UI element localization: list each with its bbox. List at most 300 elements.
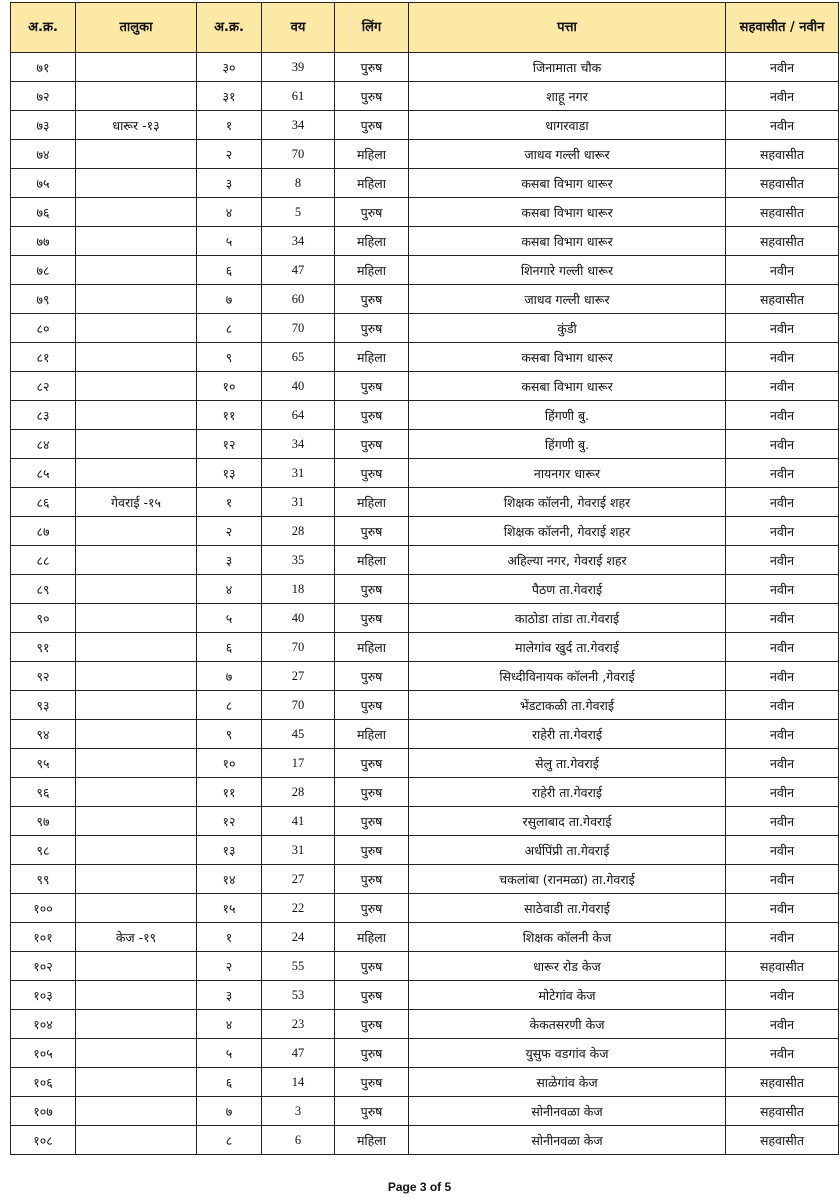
table-row — [11, 778, 839, 807]
cell-gender: पुरुष — [335, 430, 409, 459]
cell-taluka — [76, 140, 197, 169]
table-row — [11, 1097, 839, 1126]
cell-gender: पुरुष — [335, 459, 409, 488]
cell-status: सहवासीत — [726, 1097, 839, 1126]
cell-status: नवीन — [726, 343, 839, 372]
cell-sr-no: ८६ — [11, 488, 76, 517]
cell-taluka — [76, 575, 197, 604]
cell-age: 17 — [262, 749, 335, 778]
cell-taluka — [76, 546, 197, 575]
cell-sub-no: १० — [197, 749, 262, 778]
table-row — [11, 430, 839, 459]
table-row — [11, 1039, 839, 1068]
cell-status: नवीन — [726, 314, 839, 343]
cell-sr-no: १०१ — [11, 923, 76, 952]
cell-gender: पुरुष — [335, 1097, 409, 1126]
cell-address: राहेरी ता.गेवराई — [409, 778, 726, 807]
cell-taluka — [76, 749, 197, 778]
cell-taluka: धारूर -१३ — [76, 111, 197, 140]
cell-sub-no: ८ — [197, 1126, 262, 1155]
cell-taluka — [76, 343, 197, 372]
cell-sr-no: ९५ — [11, 749, 76, 778]
cell-taluka: केज -१९ — [76, 923, 197, 952]
cell-taluka — [76, 1068, 197, 1097]
cell-age: 23 — [262, 1010, 335, 1039]
cell-address: हिंगणी बु. — [409, 401, 726, 430]
cell-sub-no: १ — [197, 488, 262, 517]
table-row — [11, 1068, 839, 1097]
cell-gender: महिला — [335, 169, 409, 198]
cell-address: मोटेगांव केज — [409, 981, 726, 1010]
table-row — [11, 894, 839, 923]
table-row — [11, 517, 839, 546]
cell-address: मालेगांव खुर्द ता.गेवराई — [409, 633, 726, 662]
cell-age: 40 — [262, 604, 335, 633]
cell-status: नवीन — [726, 604, 839, 633]
cell-address: जिनामाता चौक — [409, 53, 726, 82]
cell-sr-no: ९९ — [11, 865, 76, 894]
cell-address: युसुफ वडगांव केज — [409, 1039, 726, 1068]
cell-gender: महिला — [335, 488, 409, 517]
cell-age: 64 — [262, 401, 335, 430]
cell-age: 14 — [262, 1068, 335, 1097]
table-row — [11, 1010, 839, 1039]
col-header-sub-no: अ.क्र. — [197, 3, 262, 53]
table-row — [11, 169, 839, 198]
col-header-taluka: तालुका — [76, 3, 197, 53]
cell-status: नवीन — [726, 546, 839, 575]
cell-gender: पुरुष — [335, 894, 409, 923]
cell-age: 55 — [262, 952, 335, 981]
cell-address: कसबा विभाग धारूर — [409, 227, 726, 256]
cell-status: नवीन — [726, 256, 839, 285]
cell-address: जाधव गल्ली धारूर — [409, 285, 726, 314]
cell-age: 41 — [262, 807, 335, 836]
cell-sr-no: ८२ — [11, 372, 76, 401]
table-row — [11, 720, 839, 749]
cell-status: नवीन — [726, 807, 839, 836]
cell-age: 31 — [262, 488, 335, 517]
cell-status: नवीन — [726, 430, 839, 459]
table-row — [11, 865, 839, 894]
cell-status: नवीन — [726, 691, 839, 720]
cell-gender: पुरुष — [335, 778, 409, 807]
cell-status: नवीन — [726, 923, 839, 952]
cell-taluka — [76, 981, 197, 1010]
table-row — [11, 401, 839, 430]
cell-taluka — [76, 430, 197, 459]
cell-sub-no: ८ — [197, 314, 262, 343]
col-header-status: सहवासीत / नवीन — [726, 3, 839, 53]
cell-sub-no: ६ — [197, 633, 262, 662]
cell-sr-no: १०० — [11, 894, 76, 923]
cell-gender: पुरुष — [335, 111, 409, 140]
cell-gender: पुरुष — [335, 749, 409, 778]
cell-taluka — [76, 691, 197, 720]
cell-sub-no: ४ — [197, 575, 262, 604]
cell-taluka — [76, 198, 197, 227]
cell-status: नवीन — [726, 894, 839, 923]
cell-status: नवीन — [726, 459, 839, 488]
cell-age: 34 — [262, 227, 335, 256]
cell-sub-no: २ — [197, 140, 262, 169]
cell-sub-no: २ — [197, 952, 262, 981]
cell-sub-no: १५ — [197, 894, 262, 923]
cell-address: धागरवाडा — [409, 111, 726, 140]
cell-age: 31 — [262, 836, 335, 865]
cell-status: सहवासीत — [726, 140, 839, 169]
cell-taluka — [76, 807, 197, 836]
cell-sr-no: १०३ — [11, 981, 76, 1010]
cell-taluka — [76, 1126, 197, 1155]
cell-address: साठेवाडी ता.गेवराई — [409, 894, 726, 923]
cell-taluka — [76, 633, 197, 662]
table-row — [11, 604, 839, 633]
cell-sr-no: ९७ — [11, 807, 76, 836]
cell-sub-no: ६ — [197, 1068, 262, 1097]
cell-sub-no: ३ — [197, 169, 262, 198]
cell-sr-no: ८५ — [11, 459, 76, 488]
cell-sub-no: ९ — [197, 720, 262, 749]
cell-sub-no: ३० — [197, 53, 262, 82]
cell-age: 53 — [262, 981, 335, 1010]
cell-age: 5 — [262, 198, 335, 227]
cell-address: सिध्दीविनायक कॉलनी ,गेवराई — [409, 662, 726, 691]
cell-gender: महिला — [335, 343, 409, 372]
cell-sr-no: ८८ — [11, 546, 76, 575]
cell-age: 28 — [262, 517, 335, 546]
cell-address: अहिल्या नगर, गेवराई शहर — [409, 546, 726, 575]
cell-status: नवीन — [726, 662, 839, 691]
table-row — [11, 140, 839, 169]
table-row — [11, 923, 839, 952]
table-row — [11, 285, 839, 314]
cell-gender: पुरुष — [335, 981, 409, 1010]
cell-gender: महिला — [335, 720, 409, 749]
cell-status: सहवासीत — [726, 285, 839, 314]
cell-age: 61 — [262, 82, 335, 111]
cell-sub-no: ६ — [197, 256, 262, 285]
cell-age: 18 — [262, 575, 335, 604]
cell-sub-no: ४ — [197, 1010, 262, 1039]
cell-taluka — [76, 53, 197, 82]
cell-sr-no: ९० — [11, 604, 76, 633]
cell-age: 8 — [262, 169, 335, 198]
cell-gender: महिला — [335, 256, 409, 285]
cell-status: नवीन — [726, 401, 839, 430]
cell-taluka — [76, 1039, 197, 1068]
cell-status: नवीन — [726, 1039, 839, 1068]
cell-gender: पुरुष — [335, 691, 409, 720]
cell-age: 70 — [262, 314, 335, 343]
cell-status: सहवासीत — [726, 198, 839, 227]
cell-taluka: गेवराई -१५ — [76, 488, 197, 517]
cell-taluka — [76, 459, 197, 488]
table-row — [11, 459, 839, 488]
cell-gender: पुरुष — [335, 865, 409, 894]
cell-sr-no: ७३ — [11, 111, 76, 140]
cell-age: 6 — [262, 1126, 335, 1155]
cell-sub-no: १२ — [197, 807, 262, 836]
cell-age: 22 — [262, 894, 335, 923]
cell-sub-no: २ — [197, 517, 262, 546]
cell-address: शिनगारे गल्ली धारूर — [409, 256, 726, 285]
cell-gender: पुरुष — [335, 198, 409, 227]
cell-status: नवीन — [726, 720, 839, 749]
cell-age: 28 — [262, 778, 335, 807]
cell-address: शिक्षक कॉलनी केज — [409, 923, 726, 952]
cell-sub-no: ३ — [197, 981, 262, 1010]
cell-taluka — [76, 604, 197, 633]
cell-address: कसबा विभाग धारूर — [409, 372, 726, 401]
table-row — [11, 749, 839, 778]
cell-sr-no: ८० — [11, 314, 76, 343]
table-row — [11, 198, 839, 227]
cell-gender: पुरुष — [335, 1068, 409, 1097]
cell-sr-no: ७१ — [11, 53, 76, 82]
cell-age: 47 — [262, 1039, 335, 1068]
cell-address: सोनीनवळा केज — [409, 1126, 726, 1155]
cell-address: सोनीनवळा केज — [409, 1097, 726, 1126]
table-row — [11, 633, 839, 662]
cell-status: नवीन — [726, 53, 839, 82]
table-row — [11, 981, 839, 1010]
cell-sr-no: ८७ — [11, 517, 76, 546]
cell-address: राहेरी ता.गेवराई — [409, 720, 726, 749]
cell-address: शाहू नगर — [409, 82, 726, 111]
cell-sub-no: ८ — [197, 691, 262, 720]
table-row — [11, 952, 839, 981]
cell-address: केकतसरणी केज — [409, 1010, 726, 1039]
cell-gender: महिला — [335, 633, 409, 662]
cell-taluka — [76, 256, 197, 285]
cell-status: नवीन — [726, 111, 839, 140]
cell-age: 27 — [262, 865, 335, 894]
table-body — [11, 53, 839, 1155]
cell-status: नवीन — [726, 575, 839, 604]
table-row — [11, 546, 839, 575]
cell-gender: पुरुष — [335, 314, 409, 343]
cell-address: अर्धपिंप्री ता.गेवराई — [409, 836, 726, 865]
cell-sr-no: १०२ — [11, 952, 76, 981]
cell-age: 39 — [262, 53, 335, 82]
cell-address: जाधव गल्ली धारूर — [409, 140, 726, 169]
cell-address: साळेगांव केज — [409, 1068, 726, 1097]
cell-age: 60 — [262, 285, 335, 314]
cell-status: नवीन — [726, 82, 839, 111]
cell-sub-no: १० — [197, 372, 262, 401]
cell-status: नवीन — [726, 749, 839, 778]
cell-address: रसुलाबाद ता.गेवराई — [409, 807, 726, 836]
cell-sub-no: ५ — [197, 604, 262, 633]
cell-sr-no: ७९ — [11, 285, 76, 314]
cell-status: नवीन — [726, 981, 839, 1010]
cell-sub-no: ३ — [197, 546, 262, 575]
cell-status: सहवासीत — [726, 227, 839, 256]
cell-sub-no: १ — [197, 111, 262, 140]
cell-age: 45 — [262, 720, 335, 749]
cell-taluka — [76, 285, 197, 314]
cell-gender: पुरुष — [335, 1010, 409, 1039]
cell-taluka — [76, 372, 197, 401]
cell-gender: पुरुष — [335, 372, 409, 401]
cell-sub-no: १३ — [197, 836, 262, 865]
table-row — [11, 82, 839, 111]
cell-age: 70 — [262, 691, 335, 720]
table-row — [11, 488, 839, 517]
table-row — [11, 1126, 839, 1155]
cell-taluka — [76, 865, 197, 894]
table-row — [11, 343, 839, 372]
cell-address: कसबा विभाग धारूर — [409, 198, 726, 227]
cell-gender: पुरुष — [335, 662, 409, 691]
cell-gender: महिला — [335, 923, 409, 952]
page-number: Page 3 of 5 — [387, 1180, 452, 1194]
cell-gender: पुरुष — [335, 836, 409, 865]
cell-sr-no: ९६ — [11, 778, 76, 807]
table-header-row — [11, 3, 839, 53]
cell-sub-no: ११ — [197, 778, 262, 807]
cell-taluka — [76, 314, 197, 343]
cell-status: नवीन — [726, 778, 839, 807]
cell-sr-no: ८१ — [11, 343, 76, 372]
cell-sr-no: ७६ — [11, 198, 76, 227]
cell-taluka — [76, 401, 197, 430]
cell-address: भेंडटाकळी ता.गेवराई — [409, 691, 726, 720]
cell-age: 35 — [262, 546, 335, 575]
table-row — [11, 227, 839, 256]
cell-status: सहवासीत — [726, 169, 839, 198]
cell-gender: महिला — [335, 546, 409, 575]
cell-sub-no: ४ — [197, 198, 262, 227]
cell-taluka — [76, 778, 197, 807]
cell-age: 65 — [262, 343, 335, 372]
cell-sr-no: १०४ — [11, 1010, 76, 1039]
cell-sr-no: ७८ — [11, 256, 76, 285]
cell-age: 70 — [262, 633, 335, 662]
cell-status: सहवासीत — [726, 952, 839, 981]
cell-age: 34 — [262, 430, 335, 459]
table-row — [11, 807, 839, 836]
cell-taluka — [76, 952, 197, 981]
cell-sub-no: ११ — [197, 401, 262, 430]
cell-taluka — [76, 227, 197, 256]
cell-age: 34 — [262, 111, 335, 140]
cell-taluka — [76, 517, 197, 546]
cell-gender: पुरुष — [335, 401, 409, 430]
table-row — [11, 314, 839, 343]
cell-address: सेलु ता.गेवराई — [409, 749, 726, 778]
cell-address: कसबा विभाग धारूर — [409, 343, 726, 372]
cell-age: 70 — [262, 140, 335, 169]
cell-gender: पुरुष — [335, 1039, 409, 1068]
cell-address: काठोडा तांडा ता.गेवराई — [409, 604, 726, 633]
cell-status: नवीन — [726, 1010, 839, 1039]
cell-gender: पुरुष — [335, 53, 409, 82]
col-header-age: वय — [262, 3, 335, 53]
cell-age: 31 — [262, 459, 335, 488]
cell-sr-no: ८३ — [11, 401, 76, 430]
cell-gender: पुरुष — [335, 604, 409, 633]
patient-table — [10, 2, 839, 1155]
cell-sub-no: ७ — [197, 1097, 262, 1126]
cell-sr-no: ९८ — [11, 836, 76, 865]
cell-address: धारूर रोड केज — [409, 952, 726, 981]
cell-taluka — [76, 662, 197, 691]
cell-address: कसबा विभाग धारूर — [409, 169, 726, 198]
cell-gender: महिला — [335, 1126, 409, 1155]
table-row — [11, 662, 839, 691]
cell-status: नवीन — [726, 633, 839, 662]
cell-sr-no: ७४ — [11, 140, 76, 169]
cell-sub-no: ७ — [197, 285, 262, 314]
cell-status: नवीन — [726, 372, 839, 401]
cell-sub-no: ९ — [197, 343, 262, 372]
cell-sr-no: १०५ — [11, 1039, 76, 1068]
cell-gender: पुरुष — [335, 807, 409, 836]
cell-taluka — [76, 82, 197, 111]
cell-sr-no: ९४ — [11, 720, 76, 749]
cell-status: नवीन — [726, 865, 839, 894]
cell-address: पैठण ता.गेवराई — [409, 575, 726, 604]
table-row — [11, 111, 839, 140]
table-row — [11, 836, 839, 865]
cell-sub-no: ५ — [197, 227, 262, 256]
table-row — [11, 256, 839, 285]
cell-address: शिक्षक कॉलनी, गेवराई शहर — [409, 517, 726, 546]
cell-sub-no: १ — [197, 923, 262, 952]
col-header-sr-no: अ.क्र. — [11, 3, 76, 53]
cell-sub-no: १२ — [197, 430, 262, 459]
cell-sub-no: ३१ — [197, 82, 262, 111]
cell-taluka — [76, 894, 197, 923]
cell-gender: पुरुष — [335, 952, 409, 981]
cell-sr-no: ७५ — [11, 169, 76, 198]
cell-sub-no: ७ — [197, 662, 262, 691]
cell-status: सहवासीत — [726, 1126, 839, 1155]
cell-gender: पुरुष — [335, 517, 409, 546]
cell-sr-no: ९३ — [11, 691, 76, 720]
cell-status: नवीन — [726, 836, 839, 865]
cell-age: 47 — [262, 256, 335, 285]
cell-taluka — [76, 169, 197, 198]
table-row — [11, 575, 839, 604]
table-row — [11, 691, 839, 720]
cell-status: नवीन — [726, 488, 839, 517]
cell-sr-no: ७७ — [11, 227, 76, 256]
cell-sr-no: ७२ — [11, 82, 76, 111]
cell-sub-no: १४ — [197, 865, 262, 894]
cell-status: सहवासीत — [726, 1068, 839, 1097]
cell-taluka — [76, 1010, 197, 1039]
cell-taluka — [76, 836, 197, 865]
cell-sr-no: ९१ — [11, 633, 76, 662]
cell-gender: पुरुष — [335, 82, 409, 111]
cell-sr-no: ८४ — [11, 430, 76, 459]
cell-sr-no: ८९ — [11, 575, 76, 604]
table-row — [11, 53, 839, 82]
cell-taluka — [76, 720, 197, 749]
cell-age: 40 — [262, 372, 335, 401]
cell-sr-no: १०६ — [11, 1068, 76, 1097]
cell-age: 27 — [262, 662, 335, 691]
cell-address: नायनगर धारूर — [409, 459, 726, 488]
cell-sub-no: ५ — [197, 1039, 262, 1068]
cell-taluka — [76, 1097, 197, 1126]
cell-address: कुंडी — [409, 314, 726, 343]
cell-address: चकलांबा (रानमळा) ता.गेवराई — [409, 865, 726, 894]
cell-age: 24 — [262, 923, 335, 952]
